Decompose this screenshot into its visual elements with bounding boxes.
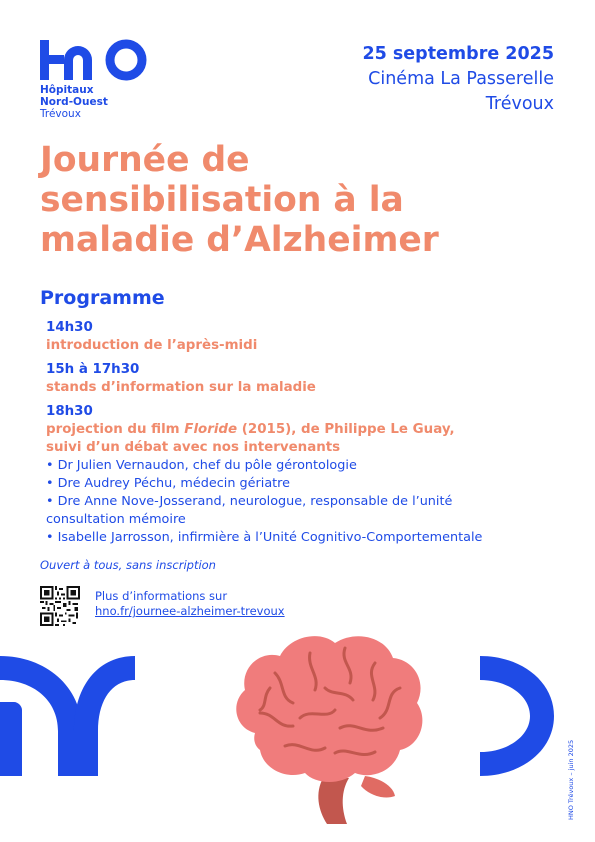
footer-credit: HNO Trévoux – juin 2025: [567, 739, 575, 820]
hno-logo: [40, 38, 148, 120]
speaker-item: • Dr Julien Vernaudon, chef du pôle gérontologie: [46, 458, 357, 473]
brain-illustration: [215, 628, 435, 828]
speaker-item: • Dre Anne Nove-Josserand, neurologue, responsable de l’unité: [46, 494, 453, 509]
page-title: [40, 140, 570, 260]
event-city: Trévoux: [485, 94, 554, 114]
title-line-3: maladie d’Alzheimer: [40, 220, 439, 260]
slot-description: introduction de l’après-midi: [46, 338, 258, 353]
decorative-left-shape-icon: [0, 656, 140, 776]
slot-time: 18h30: [46, 404, 93, 419]
slot-desc-after: (2015), de Philippe Le Guay,: [237, 422, 455, 437]
programme-slot: [46, 319, 566, 355]
speaker-list: [46, 457, 566, 547]
decorative-right-shape-icon: [480, 656, 556, 776]
speaker-item: • Dre Audrey Péchu, médecin gériatre: [46, 476, 291, 491]
hno-logo-mark-icon: [40, 38, 148, 82]
event-info: [362, 42, 554, 117]
slot-description: [46, 421, 566, 439]
programme-slot: [46, 403, 566, 457]
qr-code-icon[interactable]: [40, 586, 80, 626]
event-date: 25 septembre 2025: [362, 44, 554, 64]
slot-description: stands d’information sur la maladie: [46, 380, 316, 395]
more-info-link[interactable]: hno.fr/journee-alzheimer-trevoux: [95, 604, 285, 618]
logo-line-trevoux: Trévoux: [40, 108, 81, 120]
slot-description-line-2: suivi d’un débat avec nos intervenants: [46, 440, 341, 455]
film-title: Floride: [184, 422, 238, 437]
event-venue: Cinéma La Passerelle: [368, 69, 554, 89]
more-info: [95, 589, 285, 619]
logo-line-hopitaux: Hôpitaux: [40, 84, 94, 96]
title-line-1: Journée de: [40, 140, 250, 180]
speaker-item: • Isabelle Jarrosson, infirmière à l’Unité Cognitivo-Comportementale: [46, 530, 483, 545]
logo-line-nord-ouest: Nord-Ouest: [40, 96, 108, 108]
slot-desc-before: projection du film: [46, 422, 185, 437]
slot-time: 15h à 17h30: [46, 362, 140, 377]
more-info-label: Plus d’informations sur: [95, 589, 228, 603]
programme-slot: [46, 361, 566, 397]
open-note: Ouvert à tous, sans inscription: [40, 558, 216, 572]
programme-list: [46, 319, 566, 547]
programme-heading: Programme: [40, 287, 165, 309]
title-line-2: sensibilisation à la: [40, 180, 404, 220]
slot-time: 14h30: [46, 320, 93, 335]
speaker-item: consultation mémoire: [46, 512, 186, 527]
